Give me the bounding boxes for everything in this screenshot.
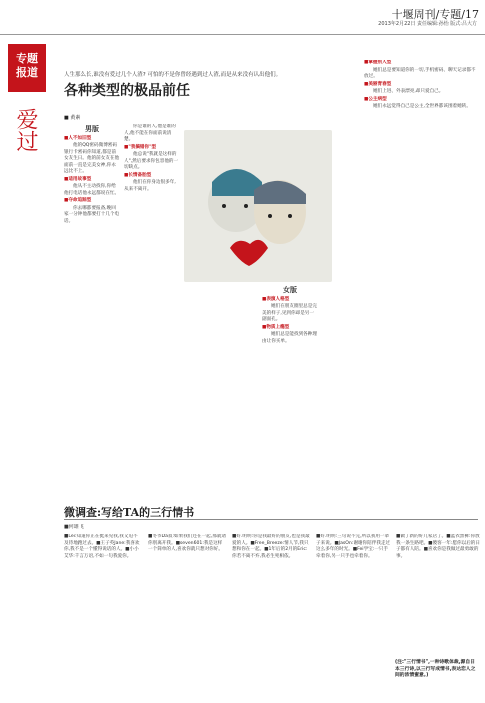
page-title: 十堰周刊/专题/17: [391, 8, 479, 21]
column-1: [64, 124, 120, 494]
col3-head-2: ■物质上瘾型: [262, 324, 290, 330]
col1-para-3: 你去哪都要报备,晚回家一分钟他都要打十几个电话。: [64, 205, 120, 224]
survey-col-5: ■做了新的好几家店了。■蓝衣黑裤:你放我一条生路吧。■傻客一年:愿你以后的日子都有人陪。■喜欢你是我做过最勇敢的事。: [396, 534, 480, 559]
col3-para-2: 她们总是能找到各种理由让你买单。: [262, 332, 317, 344]
col4-para-3: 她们永远觉得自己是公主,全世界都该围着她转。: [373, 104, 471, 109]
col2-para-2: 他总说"我就是这样的人",然后要求你包容他的一切缺点。: [124, 152, 179, 170]
two-figures-illustration: [184, 130, 332, 282]
col4-head-1: ■掌握别人型: [364, 60, 392, 65]
col1-para-1: 他的QQ密码微博密码银行卡密码你知道,都是前女友生日。他的前女友在他面前一直是完美女神,你永远比不上。: [64, 143, 120, 174]
col4-para-1: 她们总是要知道你的一切,手机密码、聊天记录都不放过。: [364, 67, 476, 79]
header-divider: [0, 34, 485, 35]
article-subtitle: 人生那么长,谁没有爱过几个人渣? 可怕的不是你曾经遇到过人渣,而是从来没有认出他们。: [64, 72, 282, 78]
col2-para-3: 他们在你身边很多年,从来不离开。: [124, 180, 176, 192]
page-header: [0, 0, 485, 40]
survey-col-1: ■Lei:知道你正在挺来见我,我又迫不及待地跑过去。■王子英Jane:我喜欢你,我不是一个懂得说话的人。■小小艾华:千言万语,不如一句我爱你。: [64, 534, 140, 559]
col2-para-1: 你是谁的人,他是谁的人,他不能在你面前说清楚。: [124, 124, 176, 142]
article-title: 各种类型的极品前任: [64, 83, 190, 99]
col1-head-2: ■适用故事型: [64, 176, 92, 182]
survey-title: 微调查:写给TA的三行情书: [64, 506, 195, 519]
column-3: [262, 285, 318, 495]
side-title: 爱过: [13, 108, 38, 152]
col2-head-1: ■"我搞错你"型: [124, 144, 157, 150]
col3-para-1: 她们在朋友圈里总是完美的样子,见到你却是另一副面孔。: [262, 304, 317, 322]
column-4: [364, 60, 480, 494]
col4-para-2: 她们上进、外表漂亮,却只爱自己。: [373, 89, 444, 94]
female-banner: 女版: [283, 286, 297, 294]
illustration-photo: [184, 130, 332, 282]
section-tag: [8, 44, 46, 92]
article-author: ■ 黄素: [64, 115, 81, 121]
male-banner: 男版: [85, 125, 99, 133]
col3-head-1: ■表演人格型: [262, 296, 290, 302]
footnote: (注:"三行情书",一种诗歌体裁,源自日本三行诗,以三行写成情书,表达恋人之间的浓情蜜意。): [395, 660, 476, 678]
column-2: [124, 124, 180, 494]
col4-head-2: ■美丽青春型: [364, 81, 392, 87]
col1-para-2: 他从不主动找你,你给他打电话他永远都说在忙。: [64, 184, 120, 196]
col1-head-1: ■人不如旧型: [64, 135, 92, 141]
col4-head-3: ■公主病型: [364, 96, 387, 102]
survey-col-4: ■好.明明:三句说不完,所以我用一辈子来说。■JasOn:谢谢你陪伴我走过这么多年的时光。■Fei学宝:一只手牵着你,另一只手也牵着你。: [316, 534, 391, 559]
section-tag-line2: 报道: [16, 66, 38, 79]
section-tag-line1: 专题: [16, 52, 38, 65]
col2-head-2: ■长情备胎型: [124, 172, 152, 178]
col1-head-3: ■夺命追踪型: [64, 198, 92, 203]
page-meta: 2013年2月22日 责任编辑:孙怡 版式:吕大方: [378, 21, 477, 27]
survey-col-2: ■冬爷Da叔:如果我们还在一起,那就请你别离开我。■seven601:我是这样一个简单的人,喜欢你就只想对你好。: [148, 534, 226, 552]
survey-author: ■何雄飞: [64, 524, 84, 530]
survey-col-3: ■好.明明:你是我最好的朋友,也是我最爱的人。■Free_Breeze:情人节,我只想和你在一起。■1年后的2月的Eric:你若不离不弃,我必生死相依。: [232, 534, 310, 559]
survey-divider: [64, 519, 478, 520]
